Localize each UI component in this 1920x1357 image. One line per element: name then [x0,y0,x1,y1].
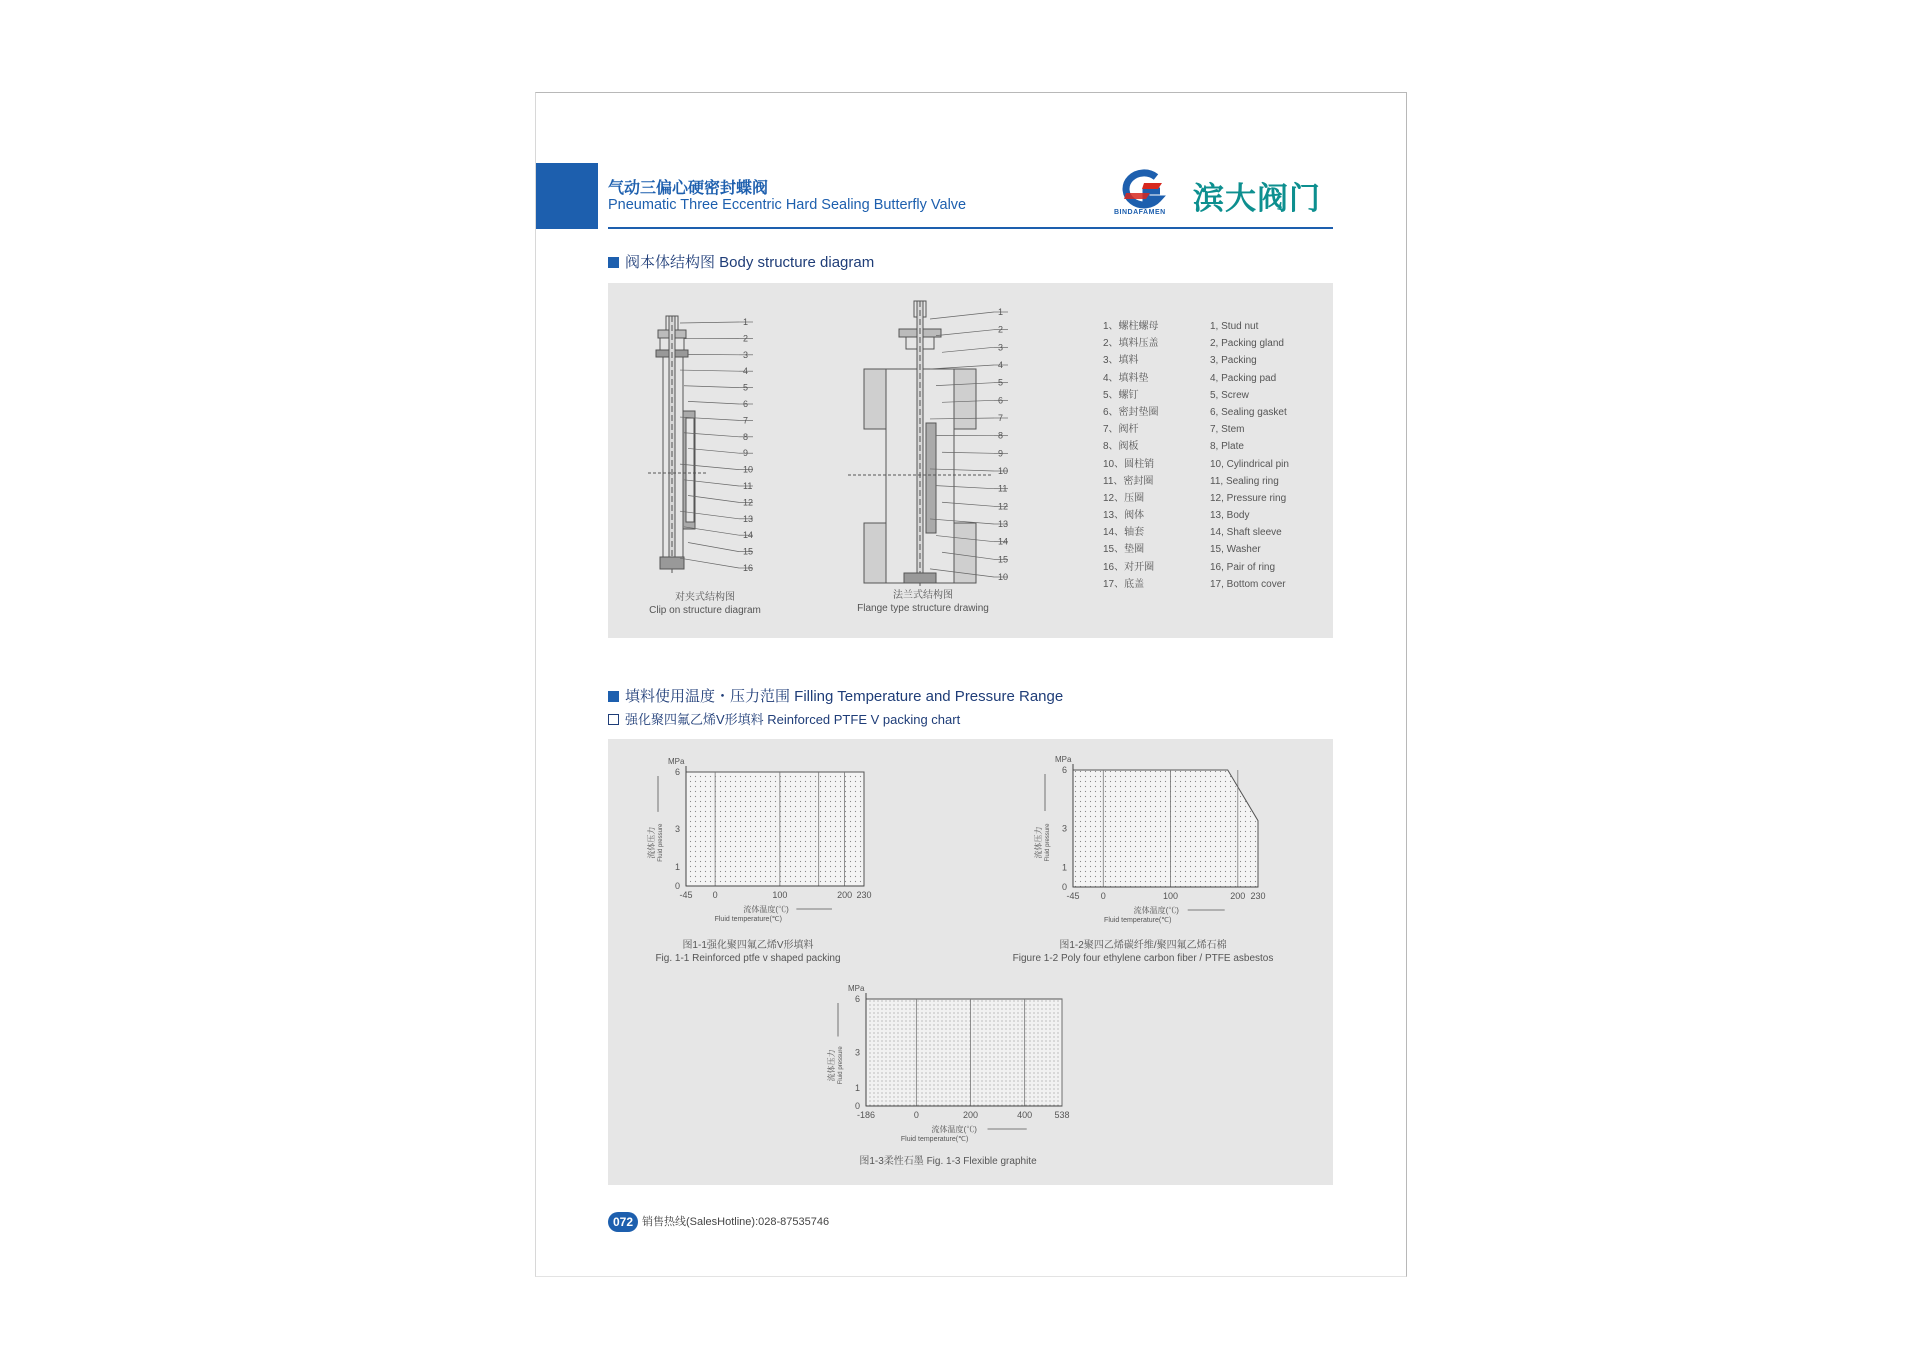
flange-label: 6 [998,395,1004,406]
part-name-cn: 11、密封圈 [1103,475,1154,487]
x-tick-label: 230 [856,890,872,900]
clip-label: 12 [743,497,754,508]
clip-label: 11 [743,481,753,491]
part-row [1103,559,1289,576]
part-name-cn: 4、填料垫 [1103,372,1149,384]
clip-label: 15 [743,546,754,557]
part-name-en: 15, Washer [1210,544,1261,556]
flange-leader [930,418,994,419]
chart-1-caption [648,939,848,965]
y-axis-label: 流体压力 [827,1049,836,1082]
part-name-en: 8, Plate [1210,441,1244,453]
flange-label: 7 [998,413,1004,423]
chart-2-caption [1003,939,1283,965]
part-name-cn: 5、螺钉 [1103,389,1139,401]
section-range-text: 填料使用温度・压力范围 Filling Temperature and Pressure Range [625,688,1064,705]
part-name-en: 5, Screw [1210,389,1249,401]
x-tick-label: 200 [1230,891,1246,901]
x-axis-label: 流体温度(℃) [1133,906,1179,915]
part-name-cn: 17、底盖 [1103,578,1145,590]
y-tick-label: 0 [1061,882,1067,892]
part-row [1103,370,1289,387]
x-tick-label: 400 [1017,1110,1033,1120]
part-name-en: 6, Sealing gasket [1210,406,1287,418]
page-title-cn: 气动三偏心硬密封蝶阀 [608,180,769,197]
clip-leader [688,401,739,404]
brand-logo-icon [1116,169,1168,209]
clip-label: 1 [743,317,749,327]
part-name-cn: 16、对开圈 [1103,561,1155,573]
flange-label: 10 [998,466,1009,476]
y-tick-label: 3 [1061,823,1067,834]
part-row [1103,524,1289,541]
y-tick-label: 0 [854,1101,860,1111]
part-name-en: 2, Packing gland [1210,338,1284,350]
part-name-cn: 13、阀体 [1103,510,1145,522]
flange-label: 5 [998,377,1004,388]
part-row [1103,404,1289,421]
part-name-cn: 1、螺柱螺母 [1103,321,1159,332]
section-range-subtitle-text: 强化聚四氟乙烯V形填料 Reinforced PTFE V packing chart [625,712,961,727]
part-row [1103,421,1289,438]
x-tick-label: 0 [913,1110,919,1120]
y-tick-label: 1 [1061,862,1067,873]
section-structure-title [608,251,874,272]
chart-area [686,772,864,886]
y-tick-label: 6 [854,994,860,1004]
footer [608,1212,829,1232]
flange-caption-cn: 法兰式结构图 [893,590,953,601]
clip-leader [688,543,739,552]
flange-leader [930,312,994,319]
chart-area [1073,770,1258,887]
y-axis-label-en: Fluid pressure [658,823,664,862]
x-tick-label: 0 [1100,891,1106,901]
part-row [1103,438,1289,455]
y-axis-label: 流体压力 [1034,826,1043,859]
chart-2-title-en: Figure 1-2 Poly four ethylene carbon fiber / PTFE asbestos [1012,953,1274,964]
part-name-cn: 7、阀杆 [1103,424,1139,436]
page-title-en: Pneumatic Three Eccentric Hard Sealing Butterfly Valve [608,197,967,213]
flange-caption-en: Flange type structure drawing [857,603,989,614]
clip-label: 5 [743,382,749,393]
square-bullet-icon [608,691,619,702]
flange-label: 12 [998,501,1009,512]
chart-1-title: 图1-1强化聚四氟乙烯V形填料 [682,940,814,951]
chart-2 [1033,755,1266,924]
part-row [1103,387,1289,404]
structure-panel [608,283,1333,638]
parts-list [1103,318,1289,593]
flange-leader [942,347,994,352]
flange-leader [930,469,994,471]
clip-caption-cn: 对夹式结构图 [675,592,735,603]
part-row [1103,507,1289,524]
page-number-badge: 072 [608,1212,638,1232]
flange-structure-drawing [848,301,993,588]
part-name-en: 7, Stem [1210,424,1245,436]
clip-leader [680,370,739,371]
part-name-en: 14, Shaft sleeve [1210,527,1282,539]
flange-label: 3 [998,342,1004,353]
x-axis-label: 流体温度(℃) [931,1125,977,1134]
part-name-cn: 3、填料 [1103,355,1139,367]
y-unit: MPa [1055,755,1072,764]
part-row [1103,541,1289,558]
clip-leader [680,558,739,568]
x-tick-label: -45 [1066,891,1080,901]
part-row [1103,490,1289,507]
section-structure-text: 阀本体结构图 Body structure diagram [625,254,875,271]
part-row [1103,456,1289,473]
header-divider [608,227,1333,229]
clip-label: 16 [743,563,754,573]
x-axis-label: 流体温度(℃) [743,905,789,914]
flange-label-group [998,307,1008,582]
section-range-title [608,685,1063,706]
flange-label: 9 [998,448,1004,459]
part-row [1103,318,1289,335]
x-tick-label: -45 [679,890,693,900]
flange-label: 10 [998,572,1009,582]
part-name-cn: 14、轴套 [1103,527,1145,539]
flange-label: 15 [998,554,1009,565]
clip-caption [630,591,780,617]
chart-2-title: 图1-2聚四乙烯碳纤维/聚四氟乙烯石棉 [1059,940,1227,951]
charts-panel [608,739,1333,1185]
y-tick-label: 6 [674,767,680,777]
x-axis-label-en: Fluid temperature(℃) [1104,917,1172,924]
part-name-en: 13, Body [1210,510,1250,522]
part-name-cn: 15、垫圈 [1103,544,1145,556]
x-tick-label: -186 [856,1110,876,1120]
y-axis-label: 流体压力 [647,826,656,859]
flange-label: 8 [998,430,1004,441]
part-name-en: 12, Pressure ring [1210,492,1287,504]
part-row [1103,576,1289,593]
flange-leader [942,452,994,453]
part-name-en: 17, Bottom cover [1210,578,1286,590]
flange-leader [942,502,994,506]
clip-leader [684,386,739,388]
part-name-en: 4, Packing pad [1210,372,1277,384]
hotline-label: 销售热线(SalesHotline): [642,1215,759,1228]
clip-label: 8 [743,431,749,442]
hollow-square-icon [608,714,619,725]
y-unit: MPa [848,984,865,993]
x-tick-label: 230 [1250,891,1266,901]
x-tick-label: 100 [772,890,788,900]
clip-label: 3 [743,349,749,360]
y-axis-label-en: Fluid pressure [1045,823,1051,862]
clip-label: 9 [743,448,749,459]
part-name-cn: 8、阀板 [1103,441,1139,453]
clip-leader [680,322,739,323]
part-name-cn: 12、压圈 [1103,492,1145,504]
flange-label: 1 [998,307,1004,317]
clip-leader [684,527,739,535]
clip-label-group [743,317,753,573]
y-axis-label-en: Fluid pressure [838,1046,844,1085]
flange-label: 2 [998,324,1004,335]
chart-1-title-en: Fig. 1-1 Reinforced ptfe v shaped packing [655,953,841,964]
x-axis-label-en: Fluid temperature(℃) [714,916,782,923]
flange-label: 13 [998,519,1009,529]
clip-label: 2 [743,333,749,344]
clip-label: 4 [743,366,749,377]
chart-3 [826,984,1070,1143]
part-name-cn: 6、密封垫圈 [1103,406,1159,418]
part-name-en: 3, Packing [1210,355,1257,367]
y-tick-label: 6 [1061,765,1067,775]
part-name-en: 11, Sealing ring [1210,475,1279,487]
chart-area [866,999,1062,1106]
y-tick-label: 3 [854,1047,860,1058]
x-axis-label-en: Fluid temperature(℃) [900,1136,969,1143]
flange-leader [936,330,994,336]
clip-leader [688,448,739,453]
part-row [1103,352,1289,369]
flange-leader [930,365,994,369]
chart-1 [646,757,872,923]
part-name-en: 16, Pair of ring [1210,561,1276,573]
chart-3-caption [798,1155,1098,1168]
clip-caption-en: Clip on structure diagram [649,605,761,616]
x-tick-label: 200 [837,890,853,900]
part-row [1103,473,1289,490]
y-tick-label: 3 [674,824,680,834]
flange-label: 11 [998,483,1008,494]
part-name-cn: 2、填料压盖 [1103,338,1159,350]
section-range-subtitle [608,709,960,728]
chart-3-title: 图1-3柔性石墨 Fig. 1-3 Flexible graphite [859,1156,1037,1167]
flange-leader [936,486,994,489]
flange-label: 4 [998,360,1004,370]
header-accent-block [536,163,598,229]
part-name-en: 10, Cylindrical pin [1210,458,1289,470]
flange-caption [843,589,1003,615]
part-row [1103,335,1289,352]
x-tick-label: 200 [962,1110,979,1120]
clip-label: 7 [743,415,749,426]
y-tick-label: 1 [674,862,680,872]
part-name-en: 1, Stud nut [1210,321,1259,332]
clip-label: 6 [743,399,749,409]
catalog-page [535,92,1407,1277]
clip-label: 13 [743,513,754,524]
clip-label: 10 [743,464,754,475]
y-unit: MPa [668,757,685,766]
clip-leader [688,495,739,502]
y-tick-label: 0 [674,881,680,891]
x-tick-label: 538 [1054,1110,1070,1120]
hotline-number: 028-87535746 [758,1215,830,1228]
x-tick-label: 0 [712,890,718,900]
brand-sub: BINDAFAMEN [1114,209,1166,216]
x-tick-label: 100 [1163,891,1179,901]
brand-name: 滨大阀门 [1193,181,1321,216]
y-tick-label: 1 [854,1083,860,1094]
clip-label: 14 [743,530,754,541]
part-name-cn: 10、圆柱销 [1103,458,1155,470]
flange-label: 14 [998,536,1009,547]
square-bullet-icon [608,257,619,268]
